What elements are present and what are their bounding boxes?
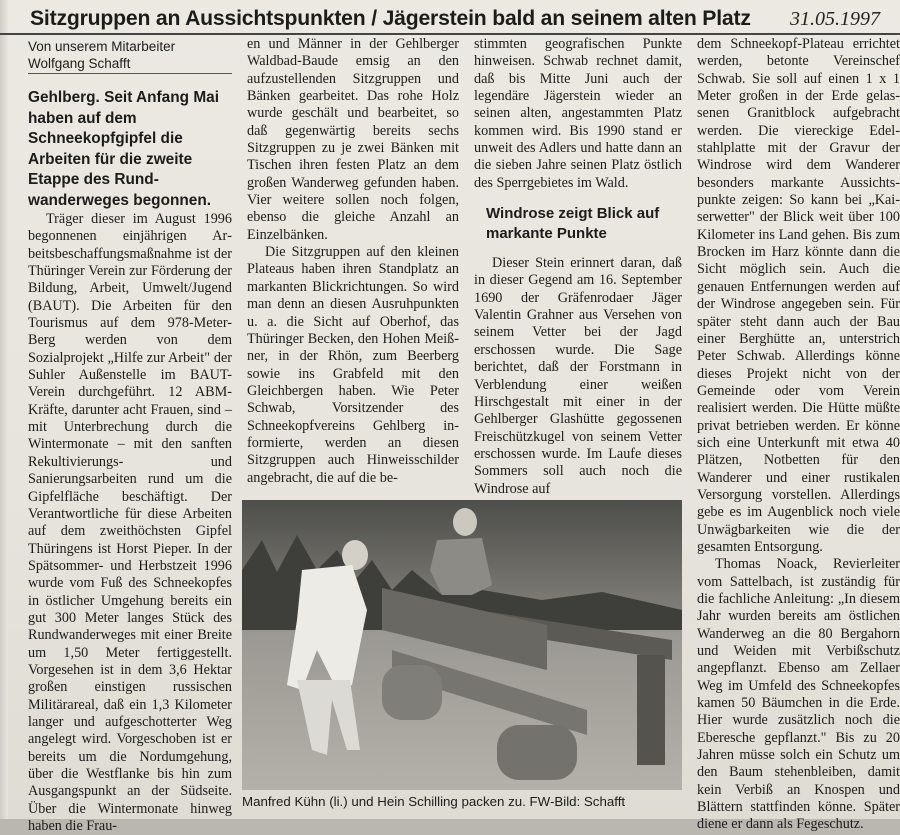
headline-rule: [0, 33, 900, 35]
col2-paragraph-1: en und Männer in der Gehlberger Waldbad-Baude emsig an den aufzustellenden Sitzgruppen und Bänken gearbeitet. Das rohe Holz wurde geschält und bearbeitet, so daß gegenwärtig bereits sechs Sitzgruppen zu je zwei Bänken mit Tischen ihren festen Platz an dem großen Wanderweg gefunden haben. Vier weitere sollen noch folgen, ebenso die gleiche Anzahl an Einzelbänken.: [247, 36, 459, 243]
bench-log-right: [497, 725, 577, 780]
column-1: [28, 211, 232, 835]
col4-paragraph-1: dem Schneekopf-Plateau errichtet werden, betonte Vereinschef Schwab. Sie soll auf einen 1 x 1 Meter großen in der Erde gelassenen Granitblock aufgebracht werden. Die viereckige Edelstahlplatte mit der Gravur der Windrose wird dem Wanderer besonders markante Aussichtspunkte zeigen: So kann bei „Kaiserwetter" der Blick weit über 100 Kilometer ins Land gehen. Bis zum Brocken im Harz könnte dann die Sicht möglich sein. Auch die genauen Entfernungen werden auf der Windrose angegeben sein. Für später steht dann auch der Bau einer Berghütte an, unterstrich Peter Schwab. Allerdings könne dieses Projekt nicht von der Gemeinde oder vom Verein realisiert werden. Die Hütte müßte privat betrieben werden. Er könne sich eine Unterkunft mit etwa 40 Plätzen, Notbetten für den Wanderer und einer rustikalen Versorgung vorstellen. Allerdings gebe es im Augenblick noch viele Unwägbarkeiten wie die der gesamten Entsorgung.: [697, 36, 900, 555]
column-4: [697, 36, 900, 833]
col2-paragraph-2: Die Sitzgruppen auf den kleinen Plateaus haben ihren Standplatz an markanten Blickrichtungen. So wird man denn an diesen Ausruhpunkten u. a. die Sicht auf Oberhof, das Thüringer Becken, den Hohen Meißner, in der Rhön, zum Beerberg sowie ins Grabfeld mit den Gleichbergen haben. Wie Peter Schwab, Vorsitzender des Schneekopfvereins Gehlberg informierte, werden an diesen Sitzgruppen auch Hinweisschilder angebracht, die auf die be-: [247, 244, 459, 486]
column-3: [474, 36, 682, 497]
col3-paragraph-1: stimmten geografischen Punkte hinweisen. Schwab rechnet damit, daß bis Mitte Juni auch der legendäre Jägerstein wieder an seinen alten, angestammten Platz kommen wird. Bis 1990 stand er unweit des Adlers und hatte dann an die sieben Jahre seinen Platz östlich des Sperrgebietes im Wald.: [474, 36, 682, 191]
photo-illustration: [242, 500, 682, 790]
article-lead: Gehlberg. Seit Anfang Mai haben auf dem Schneekopfgipfel die Arbeiten für die zweite Etappe des Rundwanderweges begonnen.: [28, 89, 219, 209]
byline-author: Wolfgang Schafft: [28, 56, 131, 71]
photo-caption: Manfred Kühn (li.) und Hein Schilling packen zu. FW-Bild: Schafft: [242, 794, 626, 809]
article-photo: [242, 500, 682, 790]
worker-right-head: [453, 508, 477, 536]
col3-paragraph-2: Dieser Stein erinnert daran, daß in dieser Gegend am 16. September 1690 der Gräfenrodaer Jäger Valentin Grahner aus Versehen von seinem Vetter bei der Jagd erschossen wurde. Die Sage berichtet, daß der Forstmann in Verblendung einer weißen Hirschgestalt mit einer in der Gehlberger Glashütte gegossenen Freischützkugel von seinem Vetter erschossen wurde. Im Laufe dieses Sommers soll auch noch die Windrose auf: [474, 255, 682, 497]
handwritten-date: 31.05.1997: [790, 8, 880, 30]
worker-right-body: [430, 538, 492, 595]
article-subheading: Windrose zeigt Blick auf markante Punkte: [486, 205, 660, 242]
column-2: [247, 36, 459, 491]
byline-rule: [28, 73, 232, 74]
col1-paragraph: Träger dieser im August 1996 begonnenen einjährigen Arbeitsbeschaffungsmaßnahme ist der Thüringer Verein zur Förderung der Bildung, Arbeit, Umwelt/Jugend (BAUT). Die Arbeiten für den Tourismus auf dem 978-Meter-Berg werden von dem Sozialprojekt „Hilfe zur Arbeit" der Suhler Außenstelle im BAUT-Verein durchgeführt. 12 ABM-Kräfte, darunter acht Frauen, sind – mit Unterbrechung durch die Wintermonate – mit den sanften Rekultivierungs- und Sanierungsarbeiten rund um die Gipfelfläche beschäftigt. Der Verantwortliche für diese Arbeiten auf dem zweithöchsten Gipfel Thüringens ist Horst Pieper. In der Spätsommer- und Herbstzeit 1996 wurde vom Fuß des Schneekopfes in östlicher Umgehung bereits ein gut 300 Meter langes Stück des Rundwanderweges mit einer Breite um 1,50 Meter fertiggestellt. Vorgesehen ist in dem 3,6 Hektar großen einstigen russischen Militärareal, daß ein 1,3 Kilometer langer und aufgeschotterter Weg angelegt wird. Vorgeschoben ist er bereits um die Nordumgehung, über die Westflanke bis hin zum Ausgangspunkt an der Südseite. Über die Wintermonate hinweg haben die Frau-: [28, 211, 232, 835]
byline-role: Von unserem Mitarbeiter: [28, 39, 176, 54]
col4-paragraph-2: Thomas Noack, Revierleiter vom Sattelbach, ist zuständig für die fachliche Anleitung: „In diesem Jahr wurden bereits am östlichen Wanderweg an die 80 Bergahorn und Weiden mit Verbißschutz angepflanzt. Ebenso am Zellaer Weg im Umfeld des Schneekopfes kamen 50 Bäumchen in die Erde. Hier wurde zusätzlich noch die Eberesche gepflanzt." Bis zu 20 Jahren müsse solch ein Schutz um den Baum stehenbleiben, damit kein Verbiß an Knospen und Blättern stattfinden könne. Später diene er dann als Fegeschutz.: [697, 556, 900, 833]
byline: [28, 38, 232, 72]
worker-left-head: [342, 540, 368, 570]
table-leg-right: [637, 655, 665, 765]
article-headline: Sitzgruppen an Aussichtspunkten / Jägerstein bald an seinem alten Platz: [30, 6, 751, 30]
bench-log-left: [382, 665, 442, 720]
paper-fold-shadow: [0, 0, 8, 819]
